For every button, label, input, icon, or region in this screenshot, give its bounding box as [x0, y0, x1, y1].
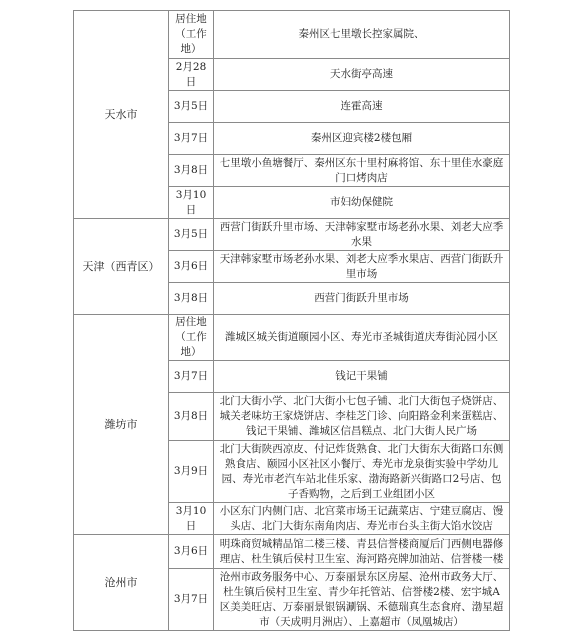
date-cell: 3月10日	[169, 503, 214, 535]
table-row	[74, 219, 510, 251]
date-cell: 3月10日	[169, 187, 214, 219]
place-cell: 西营门街跃升里市场、天津韩家墅市场老孙水果、刘老大应季水果	[214, 219, 510, 251]
place-cell: 连霍高速	[214, 91, 510, 123]
place-cell: 秦州区迎宾楼2楼包厢	[214, 123, 510, 155]
date-cell: 3月5日	[169, 91, 214, 123]
city-cell: 潍坊市	[74, 315, 169, 535]
place-cell: 钱记干果铺	[214, 361, 510, 393]
place-cell: 秦州区七里墩长控家属院、	[214, 11, 510, 59]
city-cell: 天水市	[74, 11, 169, 219]
table-row	[74, 315, 510, 361]
table-row	[74, 535, 510, 569]
place-cell: 天水街亭高速	[214, 59, 510, 91]
date-cell: 居住地（工作地）	[169, 315, 214, 361]
place-cell: 七里墩小鱼塘餐厅、秦州区东十里村麻将馆、东十里佳水豪庭门口烤肉店	[214, 155, 510, 187]
place-cell: 沧州市政务服务中心、万泰丽景东区房屋、沧州市政务大厅、杜生镇后侯村卫生室、青少年托管站、信誉楼2楼、宏宇城A区美美旺店、万泰丽景银锅涮锅、禾德瑞真生态食府、渤星超市（天成明月洲店）、上嘉超市（凤凰城店）	[214, 569, 510, 631]
date-cell: 3月8日	[169, 393, 214, 441]
city-cell: 沧州市	[74, 535, 169, 631]
itinerary-table	[73, 10, 510, 631]
date-cell: 3月6日	[169, 251, 214, 283]
date-cell: 3月8日	[169, 283, 214, 315]
date-cell: 3月7日	[169, 569, 214, 631]
city-cell: 天津（西青区）	[74, 219, 169, 315]
place-cell: 北门大街陕西凉皮、付记炸货熟食、北门大街东大街路口东侧熟食店、颐园小区社区小餐厅、寿光市龙泉街实验中学幼儿园、寿光市老汽车站北佳乐家、渤海路新兴街路口2号店、包子香购物，之后到工业组团小区	[214, 441, 510, 503]
place-cell: 潍城区城关街道颐园小区、寿光市圣城街道庆寿街沁园小区	[214, 315, 510, 361]
date-cell: 3月5日	[169, 219, 214, 251]
date-cell: 3月9日	[169, 441, 214, 503]
date-cell: 居住地（工作地）	[169, 11, 214, 59]
place-cell: 市妇幼保健院	[214, 187, 510, 219]
place-cell: 明珠商贸城精品馆二楼三楼、青县信誉楼商厦后门西侧电器修理店、杜生镇后侯村卫生室、海河路亮牌加油站、信誉楼一楼	[214, 535, 510, 569]
place-cell: 小区东门内侧门店、北宫菜市场王记蔬菜店、宁建豆腐店、馒头店、北门大街东南角肉店、寿光市台头主街大馅水饺店	[214, 503, 510, 535]
date-cell: 3月7日	[169, 361, 214, 393]
place-cell: 北门大街小学、北门大街小七包子铺、北门大街包子烧饼店、城关老味坊王家烧饼店、李桂芝门诊、向阳路金利来蛋糕店、钱记干果铺、潍城区信昌糕点、北门大街人民广场	[214, 393, 510, 441]
table-row	[74, 11, 510, 59]
place-cell: 西营门街跃升里市场	[214, 283, 510, 315]
date-cell: 2月28日	[169, 59, 214, 91]
date-cell: 3月7日	[169, 123, 214, 155]
place-cell: 天津韩家墅市场老孙水果、刘老大应季水果店、西营门街跃升里市场	[214, 251, 510, 283]
date-cell: 3月8日	[169, 155, 214, 187]
date-cell: 3月6日	[169, 535, 214, 569]
